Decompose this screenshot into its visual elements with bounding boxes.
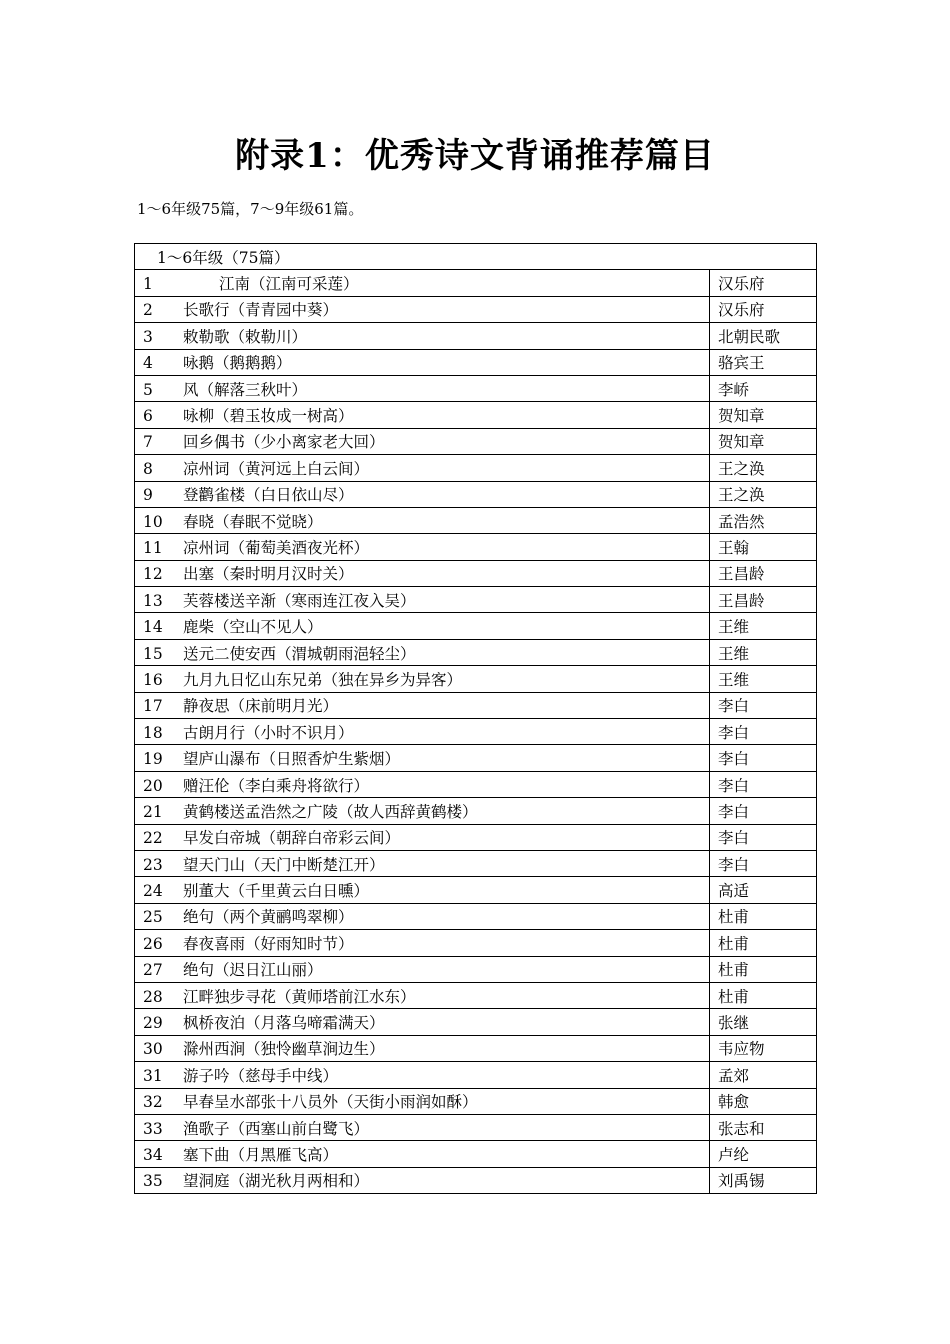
- poem-number: 16: [143, 670, 163, 689]
- poem-cell: [135, 1141, 710, 1167]
- table-row: [135, 903, 817, 929]
- poem-cell: [135, 402, 710, 428]
- poem-cell: [135, 666, 710, 692]
- poem-number: 35: [143, 1172, 163, 1191]
- table-row: [135, 349, 817, 375]
- poem-title: 风（解落三秋叶）: [183, 380, 308, 399]
- table-row: [135, 692, 817, 718]
- poem-author: 孟郊: [710, 1062, 817, 1088]
- poem-title: 塞下曲（月黑雁飞高）: [183, 1145, 339, 1164]
- table-row: [135, 587, 817, 613]
- table-row: [135, 745, 817, 771]
- table-row: [135, 877, 817, 903]
- poem-cell: [135, 1035, 710, 1061]
- poem-title: 古朗月行（小时不识月）: [183, 723, 354, 742]
- poem-author: 李白: [710, 798, 817, 824]
- poem-author: 张志和: [710, 1114, 817, 1140]
- poem-title: 芙蓉楼送辛渐（寒雨连江夜入吴）: [183, 591, 416, 610]
- poem-number: 19: [143, 750, 163, 769]
- poem-number: 6: [143, 407, 153, 426]
- page-title: 附录1：优秀诗文背诵推荐篇目: [235, 136, 715, 176]
- poem-cell: [135, 639, 710, 665]
- poem-author: 杜甫: [710, 930, 817, 956]
- poem-author: 贺知章: [710, 402, 817, 428]
- poem-title: 别董大（千里黄云白日曛）: [183, 882, 370, 901]
- poem-number: 21: [143, 802, 163, 821]
- poem-cell: [135, 507, 710, 533]
- poem-title: 江畔独步寻花（黄师塔前江水东）: [183, 987, 416, 1006]
- poem-author: 孟浩然: [710, 507, 817, 533]
- poem-author: 王翰: [710, 534, 817, 560]
- poem-cell: [135, 560, 710, 586]
- poem-cell: [135, 587, 710, 613]
- poem-author: 李白: [710, 850, 817, 876]
- poem-cell: [135, 1009, 710, 1035]
- poem-cell: [135, 296, 710, 322]
- table-row: [135, 1167, 817, 1193]
- poem-author: 李白: [710, 771, 817, 797]
- poem-author: 汉乐府: [710, 270, 817, 296]
- table-row: [135, 1062, 817, 1088]
- poem-cell: [135, 877, 710, 903]
- poem-number: 26: [143, 934, 163, 953]
- table-row: [135, 613, 817, 639]
- poem-number: 28: [143, 987, 163, 1006]
- poem-author: 王昌龄: [710, 560, 817, 586]
- table-row: [135, 639, 817, 665]
- poem-title: 春夜喜雨（好雨知时节）: [183, 934, 354, 953]
- poem-title: 渔歌子（西塞山前白鹭飞）: [183, 1119, 370, 1138]
- poem-cell: [135, 428, 710, 454]
- poem-title: 春晓（春眠不觉晓）: [183, 512, 323, 531]
- poem-author: 杜甫: [710, 903, 817, 929]
- poem-number: 11: [143, 538, 163, 557]
- poem-number: 29: [143, 1014, 163, 1033]
- poem-author: 王维: [710, 639, 817, 665]
- poem-title: 绝句（迟日江山丽）: [183, 961, 323, 980]
- table-row: [135, 666, 817, 692]
- intro-text: 1～6年级75篇，7～9年级61篇。: [137, 200, 364, 218]
- poem-author: 高适: [710, 877, 817, 903]
- poem-number: 9: [143, 486, 153, 505]
- poem-author: 杜甫: [710, 982, 817, 1008]
- poem-title: 回乡偶书（少小离家老大回）: [183, 433, 385, 452]
- poem-cell: [135, 455, 710, 481]
- poem-title: 早春呈水部张十八员外（天街小雨润如酥）: [183, 1093, 478, 1112]
- poem-author: 王维: [710, 613, 817, 639]
- table-row: [135, 402, 817, 428]
- poem-number: 34: [143, 1145, 163, 1164]
- section-header: 1～6年级（75篇）: [135, 244, 817, 270]
- poem-title: 长歌行（青青园中葵）: [183, 301, 339, 320]
- poem-cell: [135, 745, 710, 771]
- poem-number: 32: [143, 1093, 163, 1112]
- poem-cell: [135, 692, 710, 718]
- poem-author: 李白: [710, 745, 817, 771]
- table-row: [135, 375, 817, 401]
- poem-cell: [135, 375, 710, 401]
- poem-title: 早发白帝城（朝辞白帝彩云间）: [183, 829, 401, 848]
- poem-title: 凉州词（葡萄美酒夜光杯）: [183, 538, 370, 557]
- poem-author: 杜甫: [710, 956, 817, 982]
- poem-author: 李白: [710, 692, 817, 718]
- poem-title: 咏柳（碧玉妆成一树高）: [183, 407, 354, 426]
- poem-number: 25: [143, 908, 163, 927]
- poem-number: 24: [143, 882, 163, 901]
- poem-author: 王维: [710, 666, 817, 692]
- table-row: [135, 719, 817, 745]
- poem-title: 赠汪伦（李白乘舟将欲行）: [183, 776, 370, 795]
- poem-number: 13: [143, 591, 163, 610]
- poem-author: 贺知章: [710, 428, 817, 454]
- poem-author: 卢纶: [710, 1141, 817, 1167]
- poem-number: 3: [143, 327, 153, 346]
- poem-number: 15: [143, 644, 163, 663]
- table-row: [135, 270, 817, 296]
- table-row: [135, 455, 817, 481]
- poem-number: 8: [143, 459, 153, 478]
- poem-title: 游子吟（慈母手中线）: [183, 1066, 339, 1085]
- table-row: [135, 560, 817, 586]
- poem-title: 滁州西涧（独怜幽草涧边生）: [183, 1040, 385, 1059]
- table-row: [135, 771, 817, 797]
- poem-number: 1: [143, 275, 153, 294]
- poem-author: 张继: [710, 1009, 817, 1035]
- poem-title: 望天门山（天门中断楚江开）: [183, 855, 385, 874]
- poem-title: 望洞庭（湖光秋月两相和）: [183, 1172, 370, 1191]
- poem-number: 31: [143, 1066, 163, 1085]
- poem-author: 王昌龄: [710, 587, 817, 613]
- poem-number: 20: [143, 776, 163, 795]
- poem-title: 黄鹤楼送孟浩然之广陵（故人西辞黄鹤楼）: [183, 802, 478, 821]
- poem-title: 绝句（两个黄鹂鸣翠柳）: [183, 908, 354, 927]
- poem-cell: [135, 1062, 710, 1088]
- table-row: [135, 1114, 817, 1140]
- poem-number: 7: [143, 433, 153, 452]
- poem-number: 5: [143, 380, 153, 399]
- poem-number: 27: [143, 961, 163, 980]
- table-row: [135, 982, 817, 1008]
- table-row: [135, 481, 817, 507]
- table-row: [135, 850, 817, 876]
- poem-author: 汉乐府: [710, 296, 817, 322]
- table-row: [135, 534, 817, 560]
- poem-title: 九月九日忆山东兄弟（独在异乡为异客）: [183, 670, 463, 689]
- poem-cell: [135, 798, 710, 824]
- poem-author: 骆宾王: [710, 349, 817, 375]
- poem-table: [134, 243, 817, 1194]
- poem-number: 18: [143, 723, 163, 742]
- table-row: [135, 824, 817, 850]
- poem-number: 10: [143, 512, 163, 531]
- poem-cell: [135, 349, 710, 375]
- poem-cell: [135, 956, 710, 982]
- poem-cell: [135, 1167, 710, 1193]
- poem-cell: [135, 613, 710, 639]
- poem-number: 14: [143, 618, 163, 637]
- poem-number: 22: [143, 829, 163, 848]
- table-row: [135, 323, 817, 349]
- poem-cell: [135, 1088, 710, 1114]
- poem-number: 4: [143, 354, 153, 373]
- poem-cell: [135, 1114, 710, 1140]
- poem-author: 北朝民歌: [710, 323, 817, 349]
- poem-cell: [135, 930, 710, 956]
- poem-number: 30: [143, 1040, 163, 1059]
- poem-cell: [135, 771, 710, 797]
- poem-cell: [135, 481, 710, 507]
- poem-title: 登鹳雀楼（白日依山尽）: [183, 486, 354, 505]
- section-header-row: [135, 244, 817, 270]
- poem-author: 李白: [710, 719, 817, 745]
- poem-cell: [135, 270, 710, 296]
- poem-title: 敕勒歌（敕勒川）: [183, 327, 308, 346]
- poem-cell: [135, 850, 710, 876]
- poem-cell: [135, 323, 710, 349]
- poem-author: 李峤: [710, 375, 817, 401]
- table-row: [135, 296, 817, 322]
- poem-title: 出塞（秦时明月汉时关）: [183, 565, 354, 584]
- table-row: [135, 798, 817, 824]
- poem-number: 33: [143, 1119, 163, 1138]
- poem-cell: [135, 982, 710, 1008]
- poem-title: 鹿柴（空山不见人）: [183, 618, 323, 637]
- poem-cell: [135, 534, 710, 560]
- table-row: [135, 1035, 817, 1061]
- poem-cell: [135, 719, 710, 745]
- poem-title: 咏鹅（鹅鹅鹅）: [183, 354, 292, 373]
- poem-cell: [135, 824, 710, 850]
- poem-title: 送元二使安西（渭城朝雨浥轻尘）: [183, 644, 416, 663]
- table-row: [135, 956, 817, 982]
- table-row: [135, 428, 817, 454]
- poem-cell: [135, 903, 710, 929]
- table-row: [135, 507, 817, 533]
- table-row: [135, 1141, 817, 1167]
- poem-author: 刘禹锡: [710, 1167, 817, 1193]
- poem-title: 枫桥夜泊（月落乌啼霜满天）: [183, 1014, 385, 1033]
- poem-number: 12: [143, 565, 163, 584]
- poem-title: 江南（江南可采莲）: [219, 275, 359, 294]
- poem-author: 韩愈: [710, 1088, 817, 1114]
- poem-number: 23: [143, 855, 163, 874]
- poem-number: 17: [143, 697, 163, 716]
- poem-title: 凉州词（黄河远上白云间）: [183, 459, 370, 478]
- poem-number: 2: [143, 301, 153, 320]
- table-row: [135, 930, 817, 956]
- table-row: [135, 1088, 817, 1114]
- poem-author: 王之涣: [710, 455, 817, 481]
- poem-author: 韦应物: [710, 1035, 817, 1061]
- table-row: [135, 1009, 817, 1035]
- poem-author: 王之涣: [710, 481, 817, 507]
- poem-author: 李白: [710, 824, 817, 850]
- poem-title: 望庐山瀑布（日照香炉生紫烟）: [183, 750, 401, 769]
- poem-title: 静夜思（床前明月光）: [183, 697, 339, 716]
